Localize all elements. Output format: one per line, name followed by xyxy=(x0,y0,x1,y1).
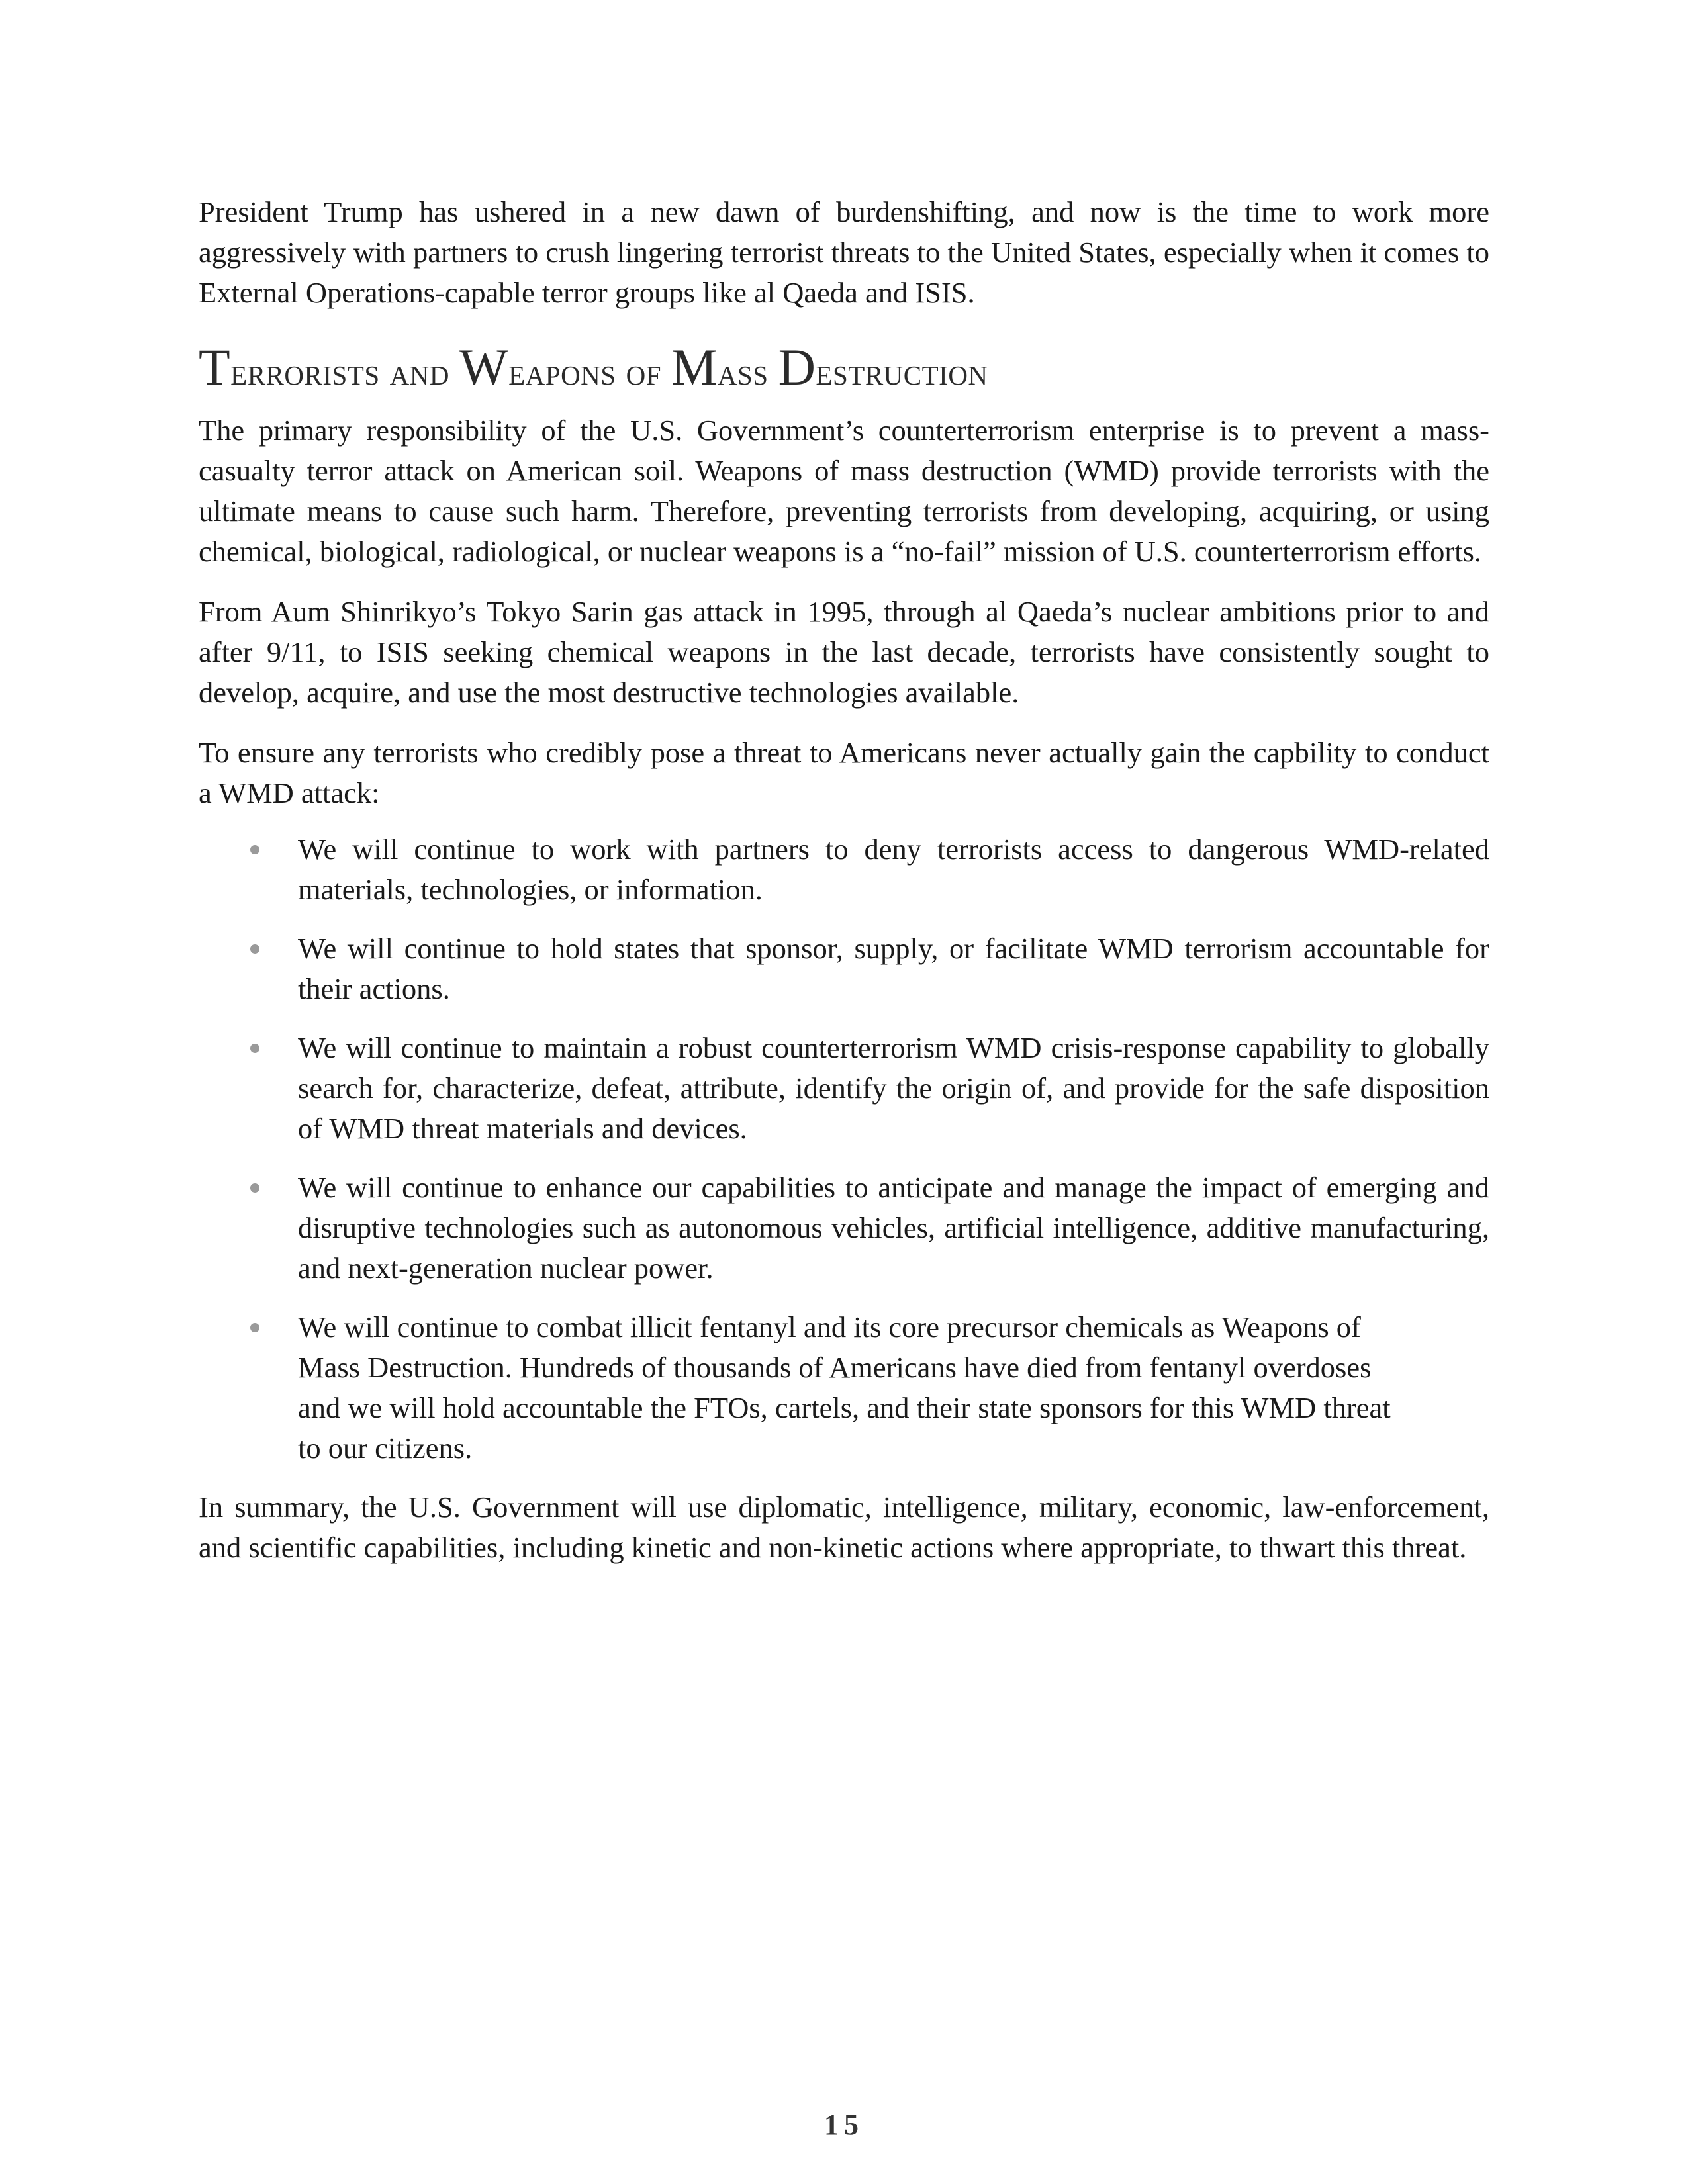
heading-rest-3: ass xyxy=(717,350,778,393)
body-paragraph-responsibility: The primary responsibility of the U.S. Government’s counterterrorism enterprise is to prevent a mass-casualty terror attack on American soil. Weapons of mass destruction (WMD) provide terrorists with the ultimate means to cause such harm. Therefore, preventing terrorists from developing, acquiring, or using chemical, biological, radiological, or nuclear weapons is a “no-fail” mission of U.S. counterterrorism efforts. xyxy=(199,414,1489,568)
page-body xyxy=(199,192,1489,1588)
heading-cap-2: W xyxy=(459,338,509,396)
section-heading xyxy=(199,338,1489,398)
list-item-text: We will continue to hold states that sponsor, supply, or facilitate WMD terrorism accountable for their actions. xyxy=(298,932,1489,1005)
bullet-icon xyxy=(250,1044,259,1053)
heading-rest-4: estruction xyxy=(816,350,988,393)
heading-rest-1: errorists and xyxy=(230,350,459,393)
bullet-icon xyxy=(250,1323,259,1332)
body-paragraph-lead-in: To ensure any terrorists who credibly pose a threat to Americans never actually gain the capbility to conduct a WMD attack: xyxy=(199,736,1489,809)
body-paragraph-history: From Aum Shinrikyo’s Tokyo Sarin gas attack in 1995, through al Qaeda’s nuclear ambitions prior to and after 9/11, to ISIS seeking chemical weapons in the last decade, terrorists have consistently sought to develop, acquire, and use the most destructive technologies available. xyxy=(199,595,1489,709)
list-item-text: We will continue to enhance our capabilities to anticipate and manage the impact of emerging and disruptive technologies such as autonomous vehicles, artificial intelligence, additive manufacturing, and next-generation nuclear power. xyxy=(298,1171,1489,1285)
list-item xyxy=(199,1307,1489,1469)
list-item xyxy=(199,1028,1489,1149)
list-item-text: We will continue to work with partners to deny terrorists access to dangerous WMD-related materials, technologies, or information. xyxy=(298,833,1489,906)
heading-cap-1: T xyxy=(199,338,231,396)
bullet-icon xyxy=(250,845,259,854)
list-item xyxy=(199,929,1489,1009)
list-item xyxy=(199,1167,1489,1289)
page-number: 15 xyxy=(824,2109,864,2141)
bullet-list xyxy=(199,829,1489,1469)
list-item-text: We will continue to maintain a robust counterterrorism WMD crisis-response capability to globally search for, characterize, defeat, attribute, identify the origin of, and provide for the safe disposition of WMD threat materials and devices. xyxy=(298,1031,1489,1145)
heading-cap-4: D xyxy=(778,338,816,396)
heading-cap-3: M xyxy=(671,338,718,396)
intro-paragraph: President Trump has ushered in a new dawn of burdenshifting, and now is the time to work more aggressively with partners to crush lingering terrorist threats to the United States, especially when it comes to External Operations-capable terror groups like al Qaeda and ISIS. xyxy=(199,195,1489,309)
bullet-icon xyxy=(250,1183,259,1193)
list-item xyxy=(199,829,1489,910)
summary-paragraph: In summary, the U.S. Government will use diplomatic, intelligence, military, economic, law-enforcement, and scientific capabilities, including kinetic and non-kinetic actions where appropriate, to thwart this threat. xyxy=(199,1490,1489,1564)
heading-rest-2: eapons of xyxy=(508,350,671,393)
bullet-icon xyxy=(250,944,259,954)
list-item-text: We will continue to combat illicit fentanyl and its core precursor chemicals as Weapons of Mass Destruction. Hundreds of thousands of Americans have died from fentanyl overdoses and we will hold accountable the FTOs, cartels, and their state sponsors for this WMD threat to our citizens. xyxy=(298,1310,1391,1465)
